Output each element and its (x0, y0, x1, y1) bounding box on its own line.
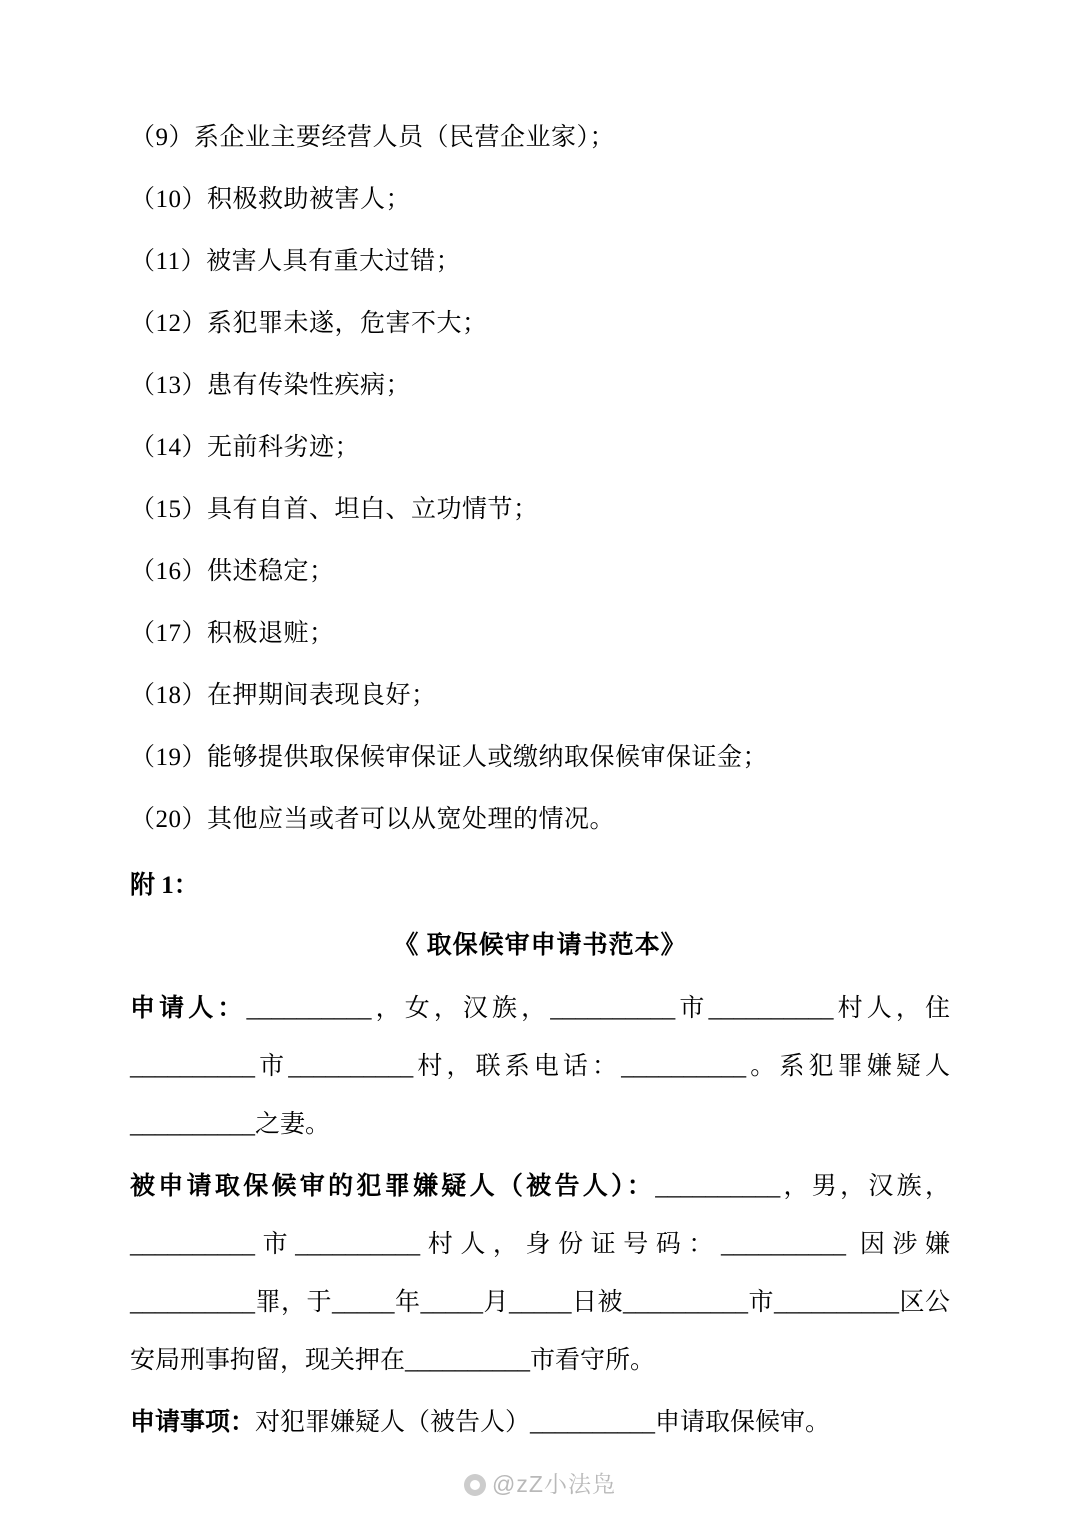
suspect-label: 被申请取保候审的犯罪嫌疑人（被告人）： (130, 1173, 656, 1200)
suspect-paragraph (130, 1158, 950, 1390)
list-item: （16）供述稳定； (130, 558, 335, 585)
list-item: （10）积极救助被害人； (130, 186, 412, 213)
list-item: （18）在押期间表现良好； (130, 682, 437, 709)
list-item: （17）积极退赃； (130, 620, 335, 647)
list-item: （20）其他应当或者可以从宽处理的情况。 (130, 806, 616, 833)
clause-list (130, 110, 950, 848)
list-item: （13）患有传染性疾病； (130, 372, 412, 399)
applicant-paragraph (130, 980, 950, 1154)
request-text: 对犯罪嫌疑人（被告人）__________申请取保候审。 (255, 1409, 831, 1436)
suspect-text: __________，男，汉族，__________市__________村人，身份证号码：__________ 因涉嫌__________罪，于_____年_____月_____日被__________市__________区公安局刑事拘留，现关押在__________市看守所。 (130, 1173, 950, 1374)
watermark-text: @zZ小法凫 (492, 1471, 616, 1497)
list-item: （15）具有自首、坦白、立功情节； (130, 496, 539, 523)
list-item: （12）系犯罪未遂，危害不大； (130, 310, 488, 337)
list-item: （19）能够提供取保候审保证人或缴纳取保候审保证金； (130, 744, 769, 771)
weibo-icon (464, 1474, 486, 1496)
request-label: 申请事项： (130, 1409, 256, 1436)
applicant-text: __________，女，汉族，__________市__________村人，住__________市__________村，联系电话：__________。系犯罪嫌疑人__________之妻。 (130, 995, 950, 1138)
list-item: （11）被害人具有重大过错； (130, 248, 462, 275)
page-title: 《 取保候审申请书范本》 (393, 932, 687, 959)
request-paragraph (130, 1394, 950, 1452)
applicant-label: 申请人： (130, 995, 247, 1022)
list-item: （9）系企业主要经营人员（民营企业家）； (130, 124, 616, 151)
list-item: （14）无前科劣迹； (130, 434, 361, 461)
watermark (0, 1466, 1080, 1499)
attachment-label: 附 1： (130, 872, 199, 899)
